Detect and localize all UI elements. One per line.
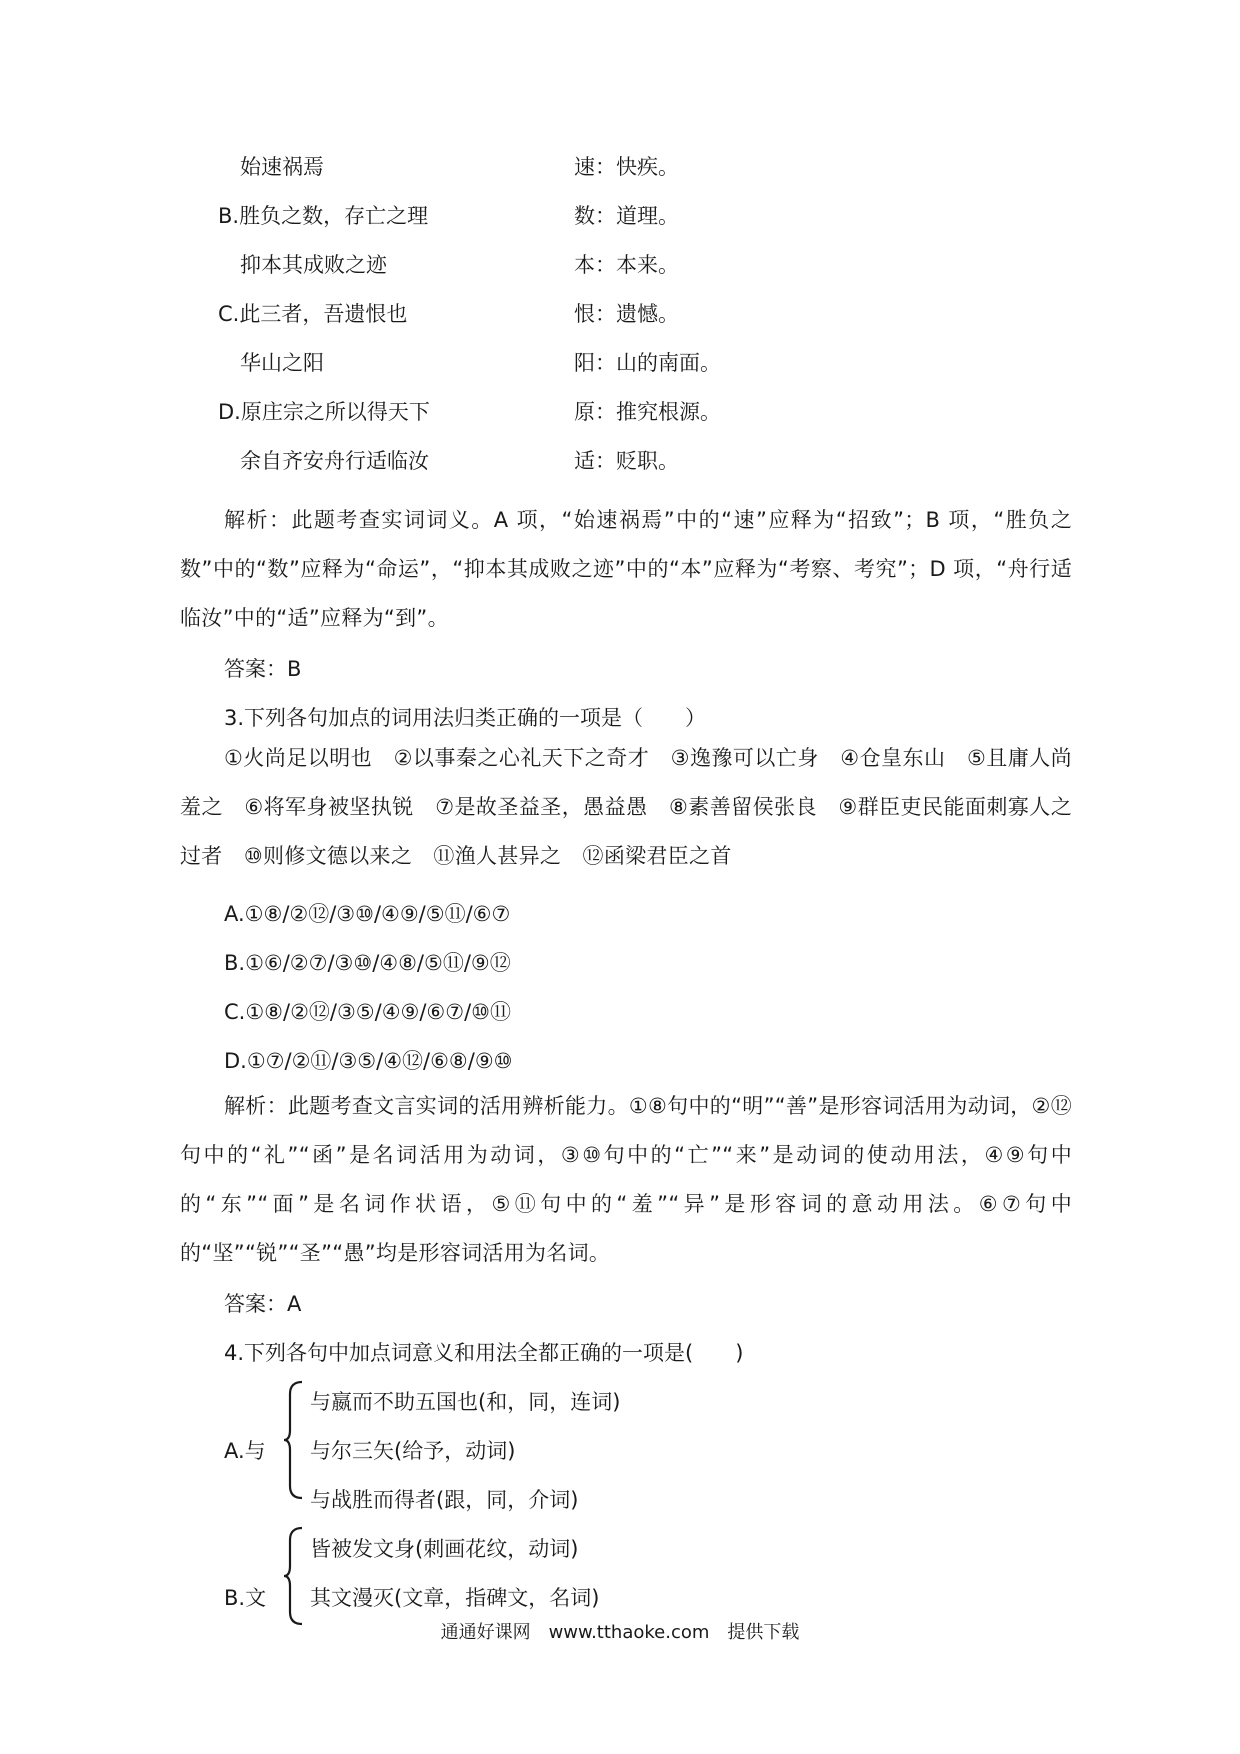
pair-right: 速：快疾。 xyxy=(574,155,679,179)
q2-answer: 答案：B xyxy=(224,657,302,681)
pair-right: 数：道理。 xyxy=(574,204,679,228)
q3-analysis: 解析：此题考查文言实词的活用辨析能力。①⑧句中的“明”“善”是形容词活用为动词，②⑫句中的“礼”“函”是名词活用为动词，③⑩句中的“亡”“来”是动词的使动用法，④⑨句中的“东”“面”是名词作状语，⑤⑪句中的“羞”“异”是形容词的意动用法。⑥⑦句中的“坚”“锐”“圣”“愚”均是形容词活用为名词。 xyxy=(180,1094,1072,1265)
q4-group-a-item: 与尔三矢(给予，动词) xyxy=(310,1439,516,1463)
q4-stem: 4.下列各句中加点词意义和用法全都正确的一项是( ) xyxy=(224,1341,744,1365)
pair-left: 始速祸焉 xyxy=(240,155,324,179)
q3-option-a: A.①⑧/②⑫/③⑩/④⑨/⑤⑪/⑥⑦ xyxy=(224,902,511,926)
q3-option-d: D.①⑦/②⑪/③⑤/④⑫/⑥⑧/⑨⑩ xyxy=(224,1049,513,1073)
pair-right: 适：贬职。 xyxy=(574,449,679,473)
footer-source: 通通好课网 www.tthaoke.com 提供下载 xyxy=(440,1622,800,1643)
q4-group-b-item: 皆被发文身(刺画花纹，动词) xyxy=(310,1537,579,1561)
pair-left: 余自齐安舟行适临汝 xyxy=(240,449,429,473)
pair-right: 阳：山的南面。 xyxy=(574,351,721,375)
q4-group-b-item: 其文漫灭(文章，指碑文，名词) xyxy=(310,1586,600,1610)
left-brace-icon xyxy=(282,1380,304,1500)
q4-group-b-label: B.文 xyxy=(224,1586,267,1610)
pair-left: D.原庄宗之所以得天下 xyxy=(218,400,430,424)
pair-right: 原：推究根源。 xyxy=(574,400,721,424)
q3-answer: 答案：A xyxy=(224,1292,302,1316)
q2-analysis: 解析：此题考查实词词义。A 项，“始速祸焉”中的“速”应释为“招致”；B 项，“胜负之数”中的“数”应释为“命运”，“抑本其成败之迹”中的“本”应释为“考察、考究”；D 项，“舟行适临汝”中的“适”应释为“到”。 xyxy=(180,508,1072,630)
q3-stem: 3.下列各句加点的词用法归类正确的一项是（ ） xyxy=(224,706,707,730)
q3-option-b: B.①⑥/②⑦/③⑩/④⑧/⑤⑪/⑨⑫ xyxy=(224,951,511,975)
pair-right: 恨：遗憾。 xyxy=(574,302,679,326)
q4-group-a-item: 与嬴而不助五国也(和，同，连词) xyxy=(310,1390,621,1414)
pair-left: C.此三者，吾遗恨也 xyxy=(218,302,408,326)
pair-left: 抑本其成败之迹 xyxy=(240,253,387,277)
q4-group-a-item: 与战胜而得者(跟，同，介词) xyxy=(310,1488,579,1512)
q4-group-a-label: A.与 xyxy=(224,1439,266,1463)
pair-left: 华山之阳 xyxy=(240,351,324,375)
q3-sentences: ①火尚足以明也 ②以事秦之心礼天下之奇才 ③逸豫可以亡身 ④仓皇东山 ⑤且庸人尚羞之 ⑥将军身被坚执锐 ⑦是故圣益圣，愚益愚 ⑧素善留侯张良 ⑨群臣吏民能面刺寡人之过者 ⑩则修文德以来之 ⑪渔人甚异之 ⑫函梁君臣之首 xyxy=(180,746,1072,868)
pair-right: 本：本来。 xyxy=(574,253,679,277)
left-brace-icon xyxy=(282,1526,304,1626)
q3-option-c: C.①⑧/②⑫/③⑤/④⑨/⑥⑦/⑩⑪ xyxy=(224,1000,511,1024)
pair-left: B.胜负之数，存亡之理 xyxy=(218,204,429,228)
